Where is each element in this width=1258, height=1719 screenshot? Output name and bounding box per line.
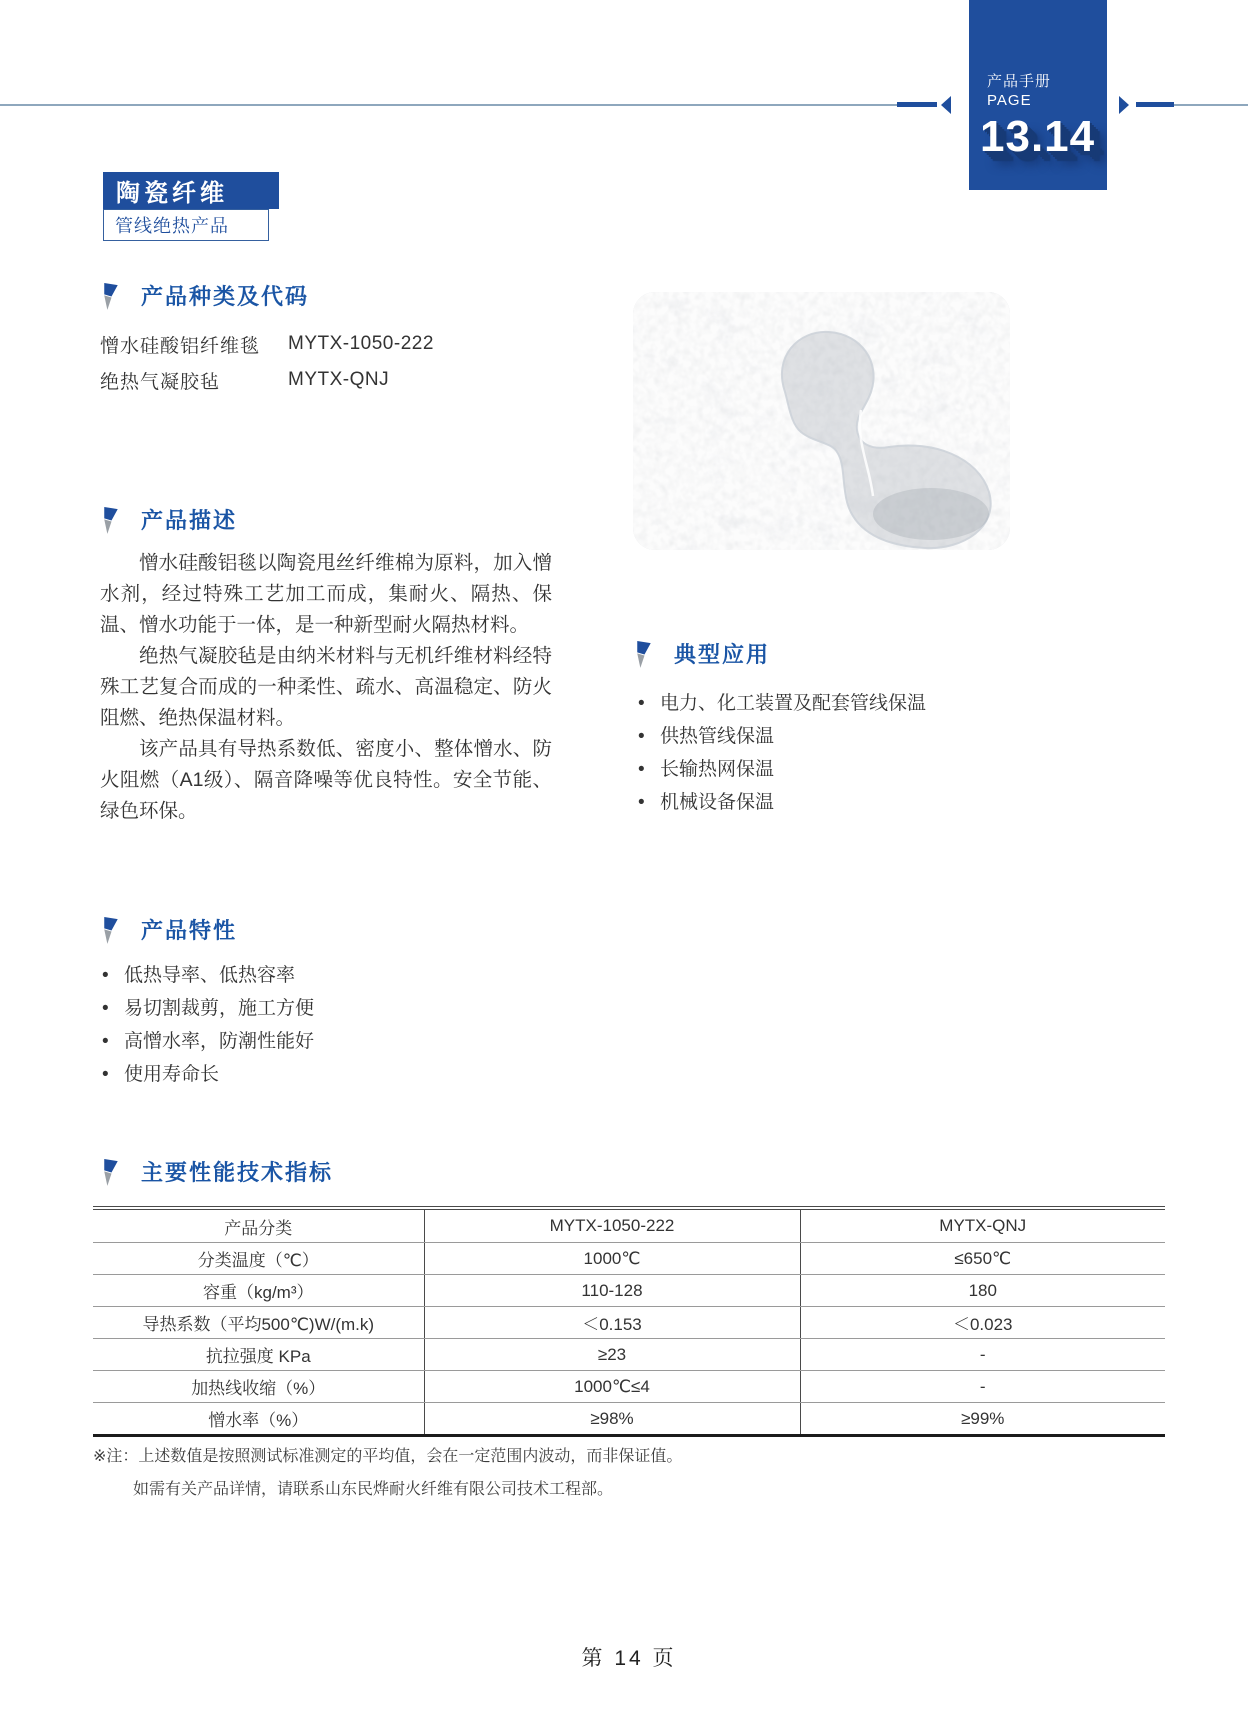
note-line: 如需有关产品详情，请联系山东民烨耐火纤维有限公司技术工程部。 bbox=[133, 1481, 614, 1498]
product-code: MYTX-1050-222 bbox=[288, 333, 434, 354]
list-item bbox=[102, 1026, 314, 1059]
spec-label: 抗拉强度 KPa bbox=[93, 1339, 424, 1371]
spec-value: ＜0.153 bbox=[424, 1307, 800, 1339]
table-row bbox=[93, 1243, 1165, 1275]
bullet-icon: • bbox=[638, 693, 645, 714]
application-item: 电力、化工装置及配套管线保温 bbox=[660, 693, 927, 714]
section-head-features bbox=[104, 916, 237, 946]
spec-value: 110-128 bbox=[424, 1275, 800, 1307]
spec-value: 1000℃ bbox=[424, 1243, 800, 1275]
section-marker-icon bbox=[104, 507, 119, 536]
spec-value: 1000℃≤4 bbox=[424, 1371, 800, 1403]
bullet-icon: • bbox=[638, 792, 645, 813]
table-row bbox=[93, 1371, 1165, 1403]
description-paragraph: 绝热气凝胶毡是由纳米材料与无机纤维材料经特殊工艺复合而成的一种柔性、疏水、高温稳定、防火阻燃、绝热保温材料。 bbox=[100, 645, 552, 729]
feature-list bbox=[102, 960, 314, 1092]
spec-value: ≥99% bbox=[800, 1403, 1165, 1436]
feature-item: 低热导率、低热容率 bbox=[124, 965, 296, 986]
section-marker-icon bbox=[104, 1159, 119, 1188]
bullet-icon: • bbox=[638, 726, 645, 747]
page-title: 陶瓷纤维 bbox=[103, 172, 279, 209]
application-item: 长输热网保温 bbox=[660, 759, 775, 780]
top-rule-left bbox=[0, 104, 897, 106]
product-code: MYTX-QNJ bbox=[288, 369, 390, 390]
list-item bbox=[638, 787, 926, 820]
product-type-row bbox=[100, 362, 434, 398]
section-head-description bbox=[104, 506, 237, 536]
spec-value: 180 bbox=[800, 1275, 1165, 1307]
product-type-row bbox=[100, 326, 434, 362]
section-title: 产品种类及代码 bbox=[141, 284, 310, 309]
column-header: MYTX-1050-222 bbox=[424, 1208, 800, 1243]
bullet-icon: • bbox=[102, 1064, 109, 1085]
table-row bbox=[93, 1339, 1165, 1371]
product-name: 憎水硅酸铝纤维毯 bbox=[100, 335, 261, 357]
list-item bbox=[638, 754, 926, 787]
description-paragraph: 憎水硅酸铝毯以陶瓷甩丝纤维棉为原料，加入憎水剂，经过特殊工艺加工而成，集耐火、隔热、保温、憎水功能于一体，是一种新型耐火隔热材料。 bbox=[100, 552, 552, 636]
product-name: 绝热气凝胶毡 bbox=[100, 371, 221, 393]
column-header: MYTX-QNJ bbox=[800, 1208, 1165, 1243]
badge-label: 产品手册 bbox=[987, 73, 1052, 90]
description-paragraph: 该产品具有导热系数低、密度小、整体憎水、防火阻燃（A1级）、隔音降噪等优良特性。安全节能、绿色环保。 bbox=[100, 738, 552, 822]
top-rule-left-accent bbox=[897, 102, 937, 107]
section-marker-icon bbox=[637, 641, 652, 670]
spec-value: ＜0.023 bbox=[800, 1307, 1165, 1339]
product-type-list bbox=[100, 326, 434, 398]
list-item bbox=[102, 1059, 314, 1092]
top-rule-right-accent bbox=[1136, 102, 1174, 107]
section-head-types bbox=[104, 282, 309, 312]
application-item: 供热管线保温 bbox=[660, 726, 775, 747]
list-item bbox=[638, 721, 926, 754]
arrow-right-icon bbox=[1119, 96, 1129, 114]
spec-label: 容重（kg/m³） bbox=[93, 1275, 424, 1307]
feature-item: 易切割裁剪，施工方便 bbox=[124, 998, 315, 1019]
hydrophobic-surface-image bbox=[633, 292, 1010, 550]
note-line: ※注：上述数值是按照测试标准测定的平均值，会在一定范围内波动，而非保证值。 bbox=[93, 1448, 683, 1465]
feature-item: 高憎水率，防潮性能好 bbox=[124, 1031, 315, 1052]
spec-value: - bbox=[800, 1339, 1165, 1371]
section-title: 产品特性 bbox=[141, 918, 238, 943]
bullet-icon: • bbox=[102, 1031, 109, 1052]
product-photo bbox=[633, 292, 1010, 550]
table-row bbox=[93, 1275, 1165, 1307]
table-row bbox=[93, 1403, 1165, 1436]
spec-label: 加热线收缩（%） bbox=[93, 1371, 424, 1403]
bullet-icon: • bbox=[102, 998, 109, 1019]
column-header: 产品分类 bbox=[93, 1208, 424, 1243]
section-title: 典型应用 bbox=[674, 642, 771, 667]
page-footer: 第 14 页 bbox=[581, 1647, 677, 1670]
list-item bbox=[102, 960, 314, 993]
page-subtitle: 管线绝热产品 bbox=[103, 209, 269, 241]
section-title: 产品描述 bbox=[141, 508, 238, 533]
badge-page-number: 13.14 bbox=[980, 112, 1096, 161]
spec-value: ≤650℃ bbox=[800, 1243, 1165, 1275]
spec-table bbox=[93, 1206, 1165, 1437]
spec-label: 导热系数（平均500℃)W/(m.k) bbox=[93, 1307, 424, 1339]
spec-value: - bbox=[800, 1371, 1165, 1403]
page-badge bbox=[969, 0, 1107, 190]
table-header-row bbox=[93, 1208, 1165, 1243]
section-marker-icon bbox=[104, 283, 119, 312]
table-notes bbox=[93, 1440, 682, 1506]
table-row bbox=[93, 1307, 1165, 1339]
spec-label: 分类温度（℃） bbox=[93, 1243, 424, 1275]
section-head-applications bbox=[637, 640, 770, 670]
spec-label: 憎水率（%） bbox=[208, 1411, 309, 1430]
section-marker-icon bbox=[104, 917, 119, 946]
spec-value: ≥23 bbox=[424, 1339, 800, 1371]
section-title: 主要性能技术指标 bbox=[141, 1160, 334, 1185]
description-text bbox=[100, 548, 552, 827]
application-list bbox=[638, 688, 926, 820]
application-item: 机械设备保温 bbox=[660, 792, 775, 813]
arrow-left-icon bbox=[941, 96, 951, 114]
list-item bbox=[102, 993, 314, 1026]
top-rule-right bbox=[1174, 104, 1248, 106]
bullet-icon: • bbox=[102, 965, 109, 986]
bullet-icon: • bbox=[638, 759, 645, 780]
badge-page-word: PAGE bbox=[987, 92, 1032, 109]
spec-value: ≥98% bbox=[424, 1403, 800, 1436]
feature-item: 使用寿命长 bbox=[124, 1064, 220, 1085]
list-item bbox=[638, 688, 926, 721]
section-head-specs bbox=[104, 1158, 333, 1188]
